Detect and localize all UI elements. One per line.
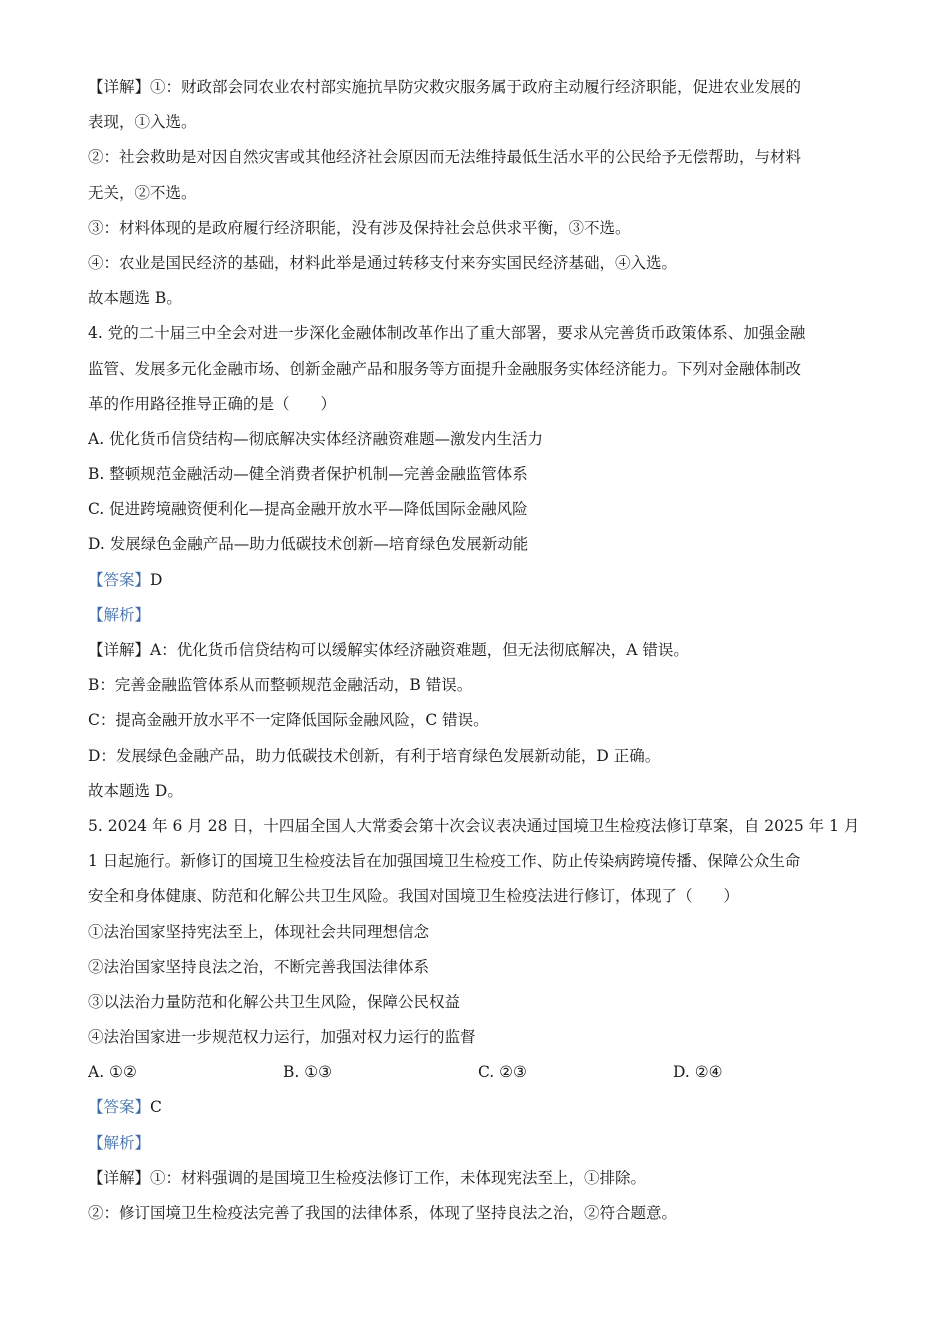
q5-stem-line-1: 5. 2024 年 6 月 28 日，十四届全国人大常委会第十次会议表决通过国境卫生检疫法修订草案，自 2025 年 1 月 <box>88 816 860 835</box>
q4-detail-line-3: C：提高金融开放水平不一定降低国际金融风险，C 错误。 <box>88 711 489 730</box>
q5-answer-label: 【答案】 <box>88 1098 151 1117</box>
q4-stem-line-2: 监管、发展多元化金融市场、创新金融产品和服务等方面提升金融服务实体经济能力。下列对金融体制改 <box>88 359 802 378</box>
q4-stem-line-3: 革的作用路径推导正确的是（ ） <box>88 394 337 413</box>
q5-stem-line-3: 安全和身体健康、防范和化解公共卫生风险。我国对国境卫生检疫法进行修订，体现了（ ） <box>88 887 740 906</box>
q5-detail-line-1: 【详解】①：材料强调的是国境卫生检疫法修订工作，未体现宪法至上，①排除。 <box>88 1168 647 1187</box>
q4-option-c: C. 促进跨境融资便利化—提高金融开放水平—降低国际金融风险 <box>88 500 528 519</box>
q4-answer-label: 【答案】 <box>88 570 151 589</box>
q5-detail-label: 【详解】 <box>88 1168 151 1187</box>
q4-answer-value: D <box>150 570 163 589</box>
q5-statement-1: ①法治国家坚持宪法至上，体现社会共同理想信念 <box>88 922 430 941</box>
q5-detail-line-2: ②：修订国境卫生检疫法完善了我国的法律体系，体现了坚持良法之治，②符合题意。 <box>88 1204 678 1222</box>
q3-conclusion: 故本题选 B。 <box>88 289 182 308</box>
q5-options <box>88 1055 868 1090</box>
q5-statement-2: ②法治国家坚持良法之治，不断完善我国法律体系 <box>88 957 430 976</box>
q5-option-c: C. ②③ <box>478 1063 527 1082</box>
q5-option-a: A. ①② <box>88 1063 137 1082</box>
q3-detail-label: 【详解】 <box>88 78 151 96</box>
q4-option-a: A. 优化货币信贷结构—彻底解决实体经济融资难题—激发内生活力 <box>88 429 544 448</box>
q5-option-b: B. ①③ <box>283 1063 333 1082</box>
q4-conclusion: 故本题选 D。 <box>88 781 183 800</box>
q4-detail-line-1: 【详解】A：优化货币信贷结构可以缓解实体经济融资难题，但无法彻底解决，A 错误。 <box>88 641 689 659</box>
q4-detail-line-2: B：完善金融监管体系从而整顿规范金融活动，B 错误。 <box>88 676 473 695</box>
q4-detail-label: 【详解】 <box>88 641 151 659</box>
q5-analysis-label: 【解析】 <box>88 1133 151 1152</box>
q3-detail-line-6: ④：农业是国民经济的基础，材料此举是通过转移支付来夯实国民经济基础，④入选。 <box>88 253 678 272</box>
q4-analysis-label: 【解析】 <box>88 605 151 624</box>
q5-option-d: D. ②④ <box>673 1063 723 1082</box>
q3-detail-line-3: ②：社会救助是对因自然灾害或其他经济社会原因而无法维持最低生活水平的公民给予无偿帮助，与材料 <box>88 148 802 167</box>
q5-answer <box>88 1090 868 1125</box>
q4-stem-line-1: 4. 党的二十届三中全会对进一步深化金融体制改革作出了重大部署，要求从完善货币政策体系、加强金融 <box>88 324 806 343</box>
q3-detail-line-5: ③：材料体现的是政府履行经济职能，没有涉及保持社会总供求平衡，③不选。 <box>88 218 631 237</box>
q5-statement-3: ③以法治力量防范和化解公共卫生风险，保障公民权益 <box>88 992 461 1011</box>
q5-stem-line-2: 1 日起施行。新修订的国境卫生检疫法旨在加强国境卫生检疫工作、防止传染病跨境传播、保障公众生命 <box>88 852 801 871</box>
q3-detail-line-4: 无关，②不选。 <box>88 183 197 202</box>
document-page <box>88 70 868 1231</box>
q5-answer-value: C <box>150 1098 162 1117</box>
q4-answer <box>88 563 868 598</box>
q3-detail-line-2: 表现，①入选。 <box>88 113 197 132</box>
q4-detail-line-4: D：发展绿色金融产品，助力低碳技术创新，有利于培育绿色发展新动能，D 正确。 <box>88 746 661 765</box>
q3-detail-line-1: 【详解】①：财政部会同农业农村部实施抗旱防灾救灾服务属于政府主动履行经济职能，促进农业发展的 <box>88 78 802 96</box>
q4-option-b: B. 整顿规范金融活动—健全消费者保护机制—完善金融监管体系 <box>88 465 528 484</box>
q4-option-d: D. 发展绿色金融产品—助力低碳技术创新—培育绿色发展新动能 <box>88 535 529 554</box>
q5-statement-4: ④法治国家进一步规范权力运行，加强对权力运行的监督 <box>88 1028 476 1047</box>
